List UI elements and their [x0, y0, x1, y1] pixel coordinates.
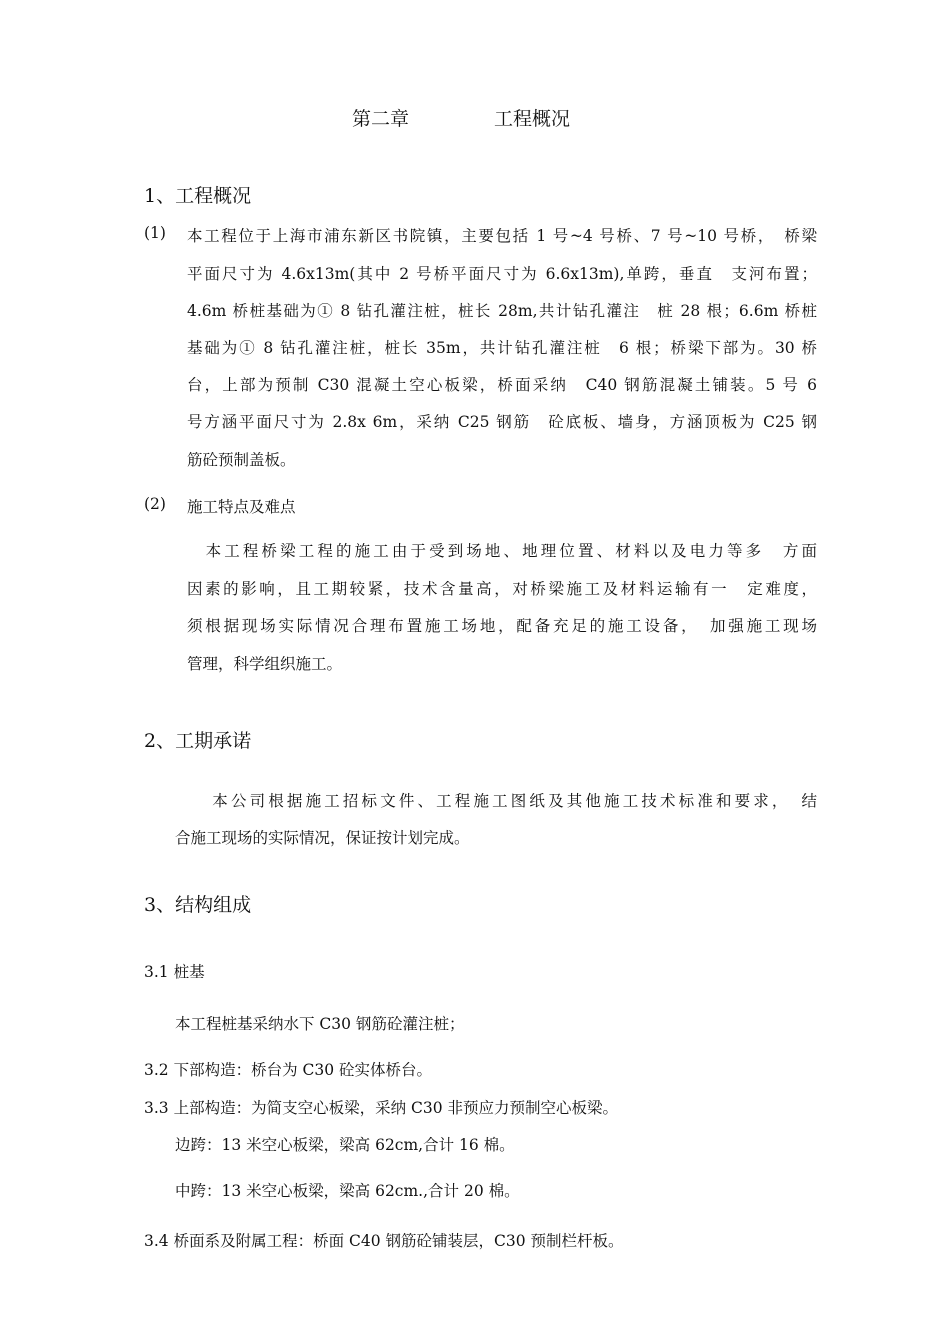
item-2-number: (2) — [144, 495, 166, 513]
subsection-3-3: 3.3 上部构造：为简支空心板梁，采纳 C30 非预应力预制空心板梁。 — [144, 1099, 619, 1117]
section-3-heading: 3、结构组成 — [144, 894, 252, 916]
subsection-3-1: 3.1 桩基 — [144, 963, 205, 981]
section-2-line-2: 合施工现场的实际情况，保证按计划完成。 — [175, 829, 470, 847]
item-1-line-5: 台，上部为预制 C30 混凝土空心板梁，桥面采纳 C40 钢筋混凝土铺装。5 号 6 — [187, 376, 817, 394]
item-2-line-1: 本工程桥梁工程的施工由于受到场地、地理位置、材料以及电力等多 方面 — [187, 542, 817, 560]
item-2-title: 施工特点及难点 — [187, 498, 296, 516]
chapter-title: 工程概况 — [494, 108, 571, 130]
subsection-3-2: 3.2 下部构造：桥台为 C30 砼实体桥台。 — [144, 1061, 433, 1079]
item-1-line-2: 平面尺寸为 4.6x13m(其中 2 号桥平面尺寸为 6.6x13m),单跨，垂直 支河布置； — [187, 265, 817, 283]
subsection-3-4: 3.4 桥面系及附属工程：桥面 C40 钢筋砼铺装层，C30 预制栏杆板。 — [144, 1232, 624, 1250]
item-1-line-6: 号方涵平面尺寸为 2.8x 6m，采纳 C25 钢筋 砼底板、墙身，方涵顶板为 C25 钢 — [187, 413, 817, 431]
subsection-3-3-mid-span: 中跨：13 米空心板梁，梁高 62cm.,合计 20 棉。 — [175, 1182, 520, 1200]
item-2-line-2: 因素的影响，且工期较紧，技术含量高，对桥梁施工及材料运输有一 定难度， — [187, 580, 817, 598]
item-1-line-7: 筋砼预制盖板。 — [187, 451, 296, 469]
subsection-3-1-body: 本工程桩基采纳水下 C30 钢筋砼灌注桩； — [175, 1015, 465, 1033]
chapter-number: 第二章 — [352, 108, 410, 130]
section-2-heading: 2、工期承诺 — [144, 730, 252, 752]
item-1-line-3: 4.6m 桥桩基础为① 8 钻孔灌注桩，桩长 28m,共计钻孔灌注 桩 28 根；6.6m 桥桩 — [187, 302, 817, 320]
subsection-3-3-side-span: 边跨：13 米空心板梁，梁高 62cm,合计 16 棉。 — [175, 1136, 515, 1154]
section-2-line-1: 本公司根据施工招标文件、工程施工图纸及其他施工技术标准和要求， 结 — [175, 792, 817, 810]
item-1-number: (1) — [144, 224, 166, 242]
section-1-heading: 1、工程概况 — [144, 185, 252, 207]
item-1-line-4: 基础为① 8 钻孔灌注桩，桩长 35m，共计钻孔灌注桩 6 根；桥梁下部为。30 桥 — [187, 339, 817, 357]
item-2-line-4: 管理，科学组织施工。 — [187, 655, 343, 673]
item-1-line-1: 本工程位于上海市浦东新区书院镇，主要包括 1 号~4 号桥、7 号~10 号桥， 桥梁 — [187, 227, 817, 245]
item-2-line-3: 须根据现场实际情况合理布置施工场地，配备充足的施工设备， 加强施工现场 — [187, 617, 817, 635]
